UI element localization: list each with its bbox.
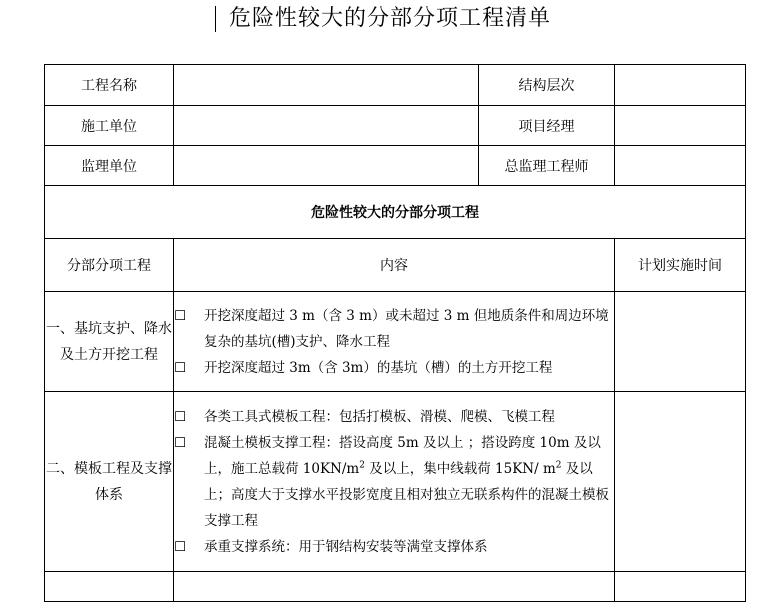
text-cursor bbox=[215, 6, 216, 32]
project-manager-field[interactable] bbox=[615, 106, 746, 146]
project-name-field[interactable] bbox=[174, 65, 479, 106]
checkbox[interactable]: ☐ bbox=[174, 538, 187, 555]
list-item: ☐ 开挖深度超过 3 m（含 3 m）或未超过 3 m 但地质条件和周边环境复杂的基坑(槽)支护、降水工程 bbox=[174, 303, 614, 355]
category-cell: 一、基坑支护、降水及土方开挖工程 bbox=[45, 292, 174, 392]
time-cell[interactable] bbox=[615, 292, 746, 392]
section-title: 危险性较大的分部分项工程 bbox=[45, 186, 746, 239]
checkbox[interactable]: ☐ bbox=[174, 408, 187, 425]
structure-levels-label: 结构层次 bbox=[479, 65, 615, 106]
document-title: 危险性较大的分部分项工程清单 bbox=[228, 6, 551, 31]
table-row bbox=[45, 392, 746, 572]
construction-unit-field[interactable] bbox=[174, 106, 479, 146]
supervision-unit-field[interactable] bbox=[174, 146, 479, 186]
project-name-label: 工程名称 bbox=[45, 65, 174, 106]
table-row bbox=[45, 572, 746, 602]
content-header: 内容 bbox=[174, 239, 615, 292]
chief-supervisor-label: 总监理工程师 bbox=[479, 146, 615, 186]
info-row bbox=[45, 65, 746, 106]
structure-levels-field[interactable] bbox=[615, 65, 746, 106]
content-cell bbox=[174, 392, 615, 572]
info-row bbox=[45, 106, 746, 146]
category-cell: 二、模板工程及支撑体系 bbox=[45, 392, 174, 572]
list-item: ☐ 混凝土模板支撑工程：搭设高度 5m 及以上 ；搭设跨度 10m 及以上，施工总载荷 $10KN/m^2$ 及以上，集中线载荷 15KN/ $m^2$ 及以上；高度大于支撑水平投影宽度且相对独立无联系构件的混凝土模板支撑工程 bbox=[174, 430, 614, 534]
checkbox[interactable]: ☐ bbox=[174, 434, 187, 451]
list-item: ☐ 承重支撑系统：用于钢结构安装等满堂支撑体系 bbox=[174, 534, 614, 560]
checkbox[interactable]: ☐ bbox=[174, 359, 187, 376]
time-header: 计划实施时间 bbox=[615, 239, 746, 292]
category-header: 分部分项工程 bbox=[45, 239, 174, 292]
checkbox[interactable]: ☐ bbox=[174, 307, 187, 324]
chief-supervisor-field[interactable] bbox=[615, 146, 746, 186]
header-row bbox=[45, 239, 746, 292]
construction-unit-label: 施工单位 bbox=[45, 106, 174, 146]
project-table bbox=[44, 64, 746, 602]
content-cell bbox=[174, 292, 615, 392]
table-row bbox=[45, 292, 746, 392]
project-manager-label: 项目经理 bbox=[479, 106, 615, 146]
supervision-unit-label: 监理单位 bbox=[45, 146, 174, 186]
time-cell[interactable] bbox=[615, 392, 746, 572]
list-item: ☐ 各类工具式模板工程：包括打模板、滑模、爬模、飞模工程 bbox=[174, 404, 614, 430]
list-item: ☐ 开挖深度超过 3m（含 3m）的基坑（槽）的土方开挖工程 bbox=[174, 355, 614, 381]
info-row bbox=[45, 146, 746, 186]
